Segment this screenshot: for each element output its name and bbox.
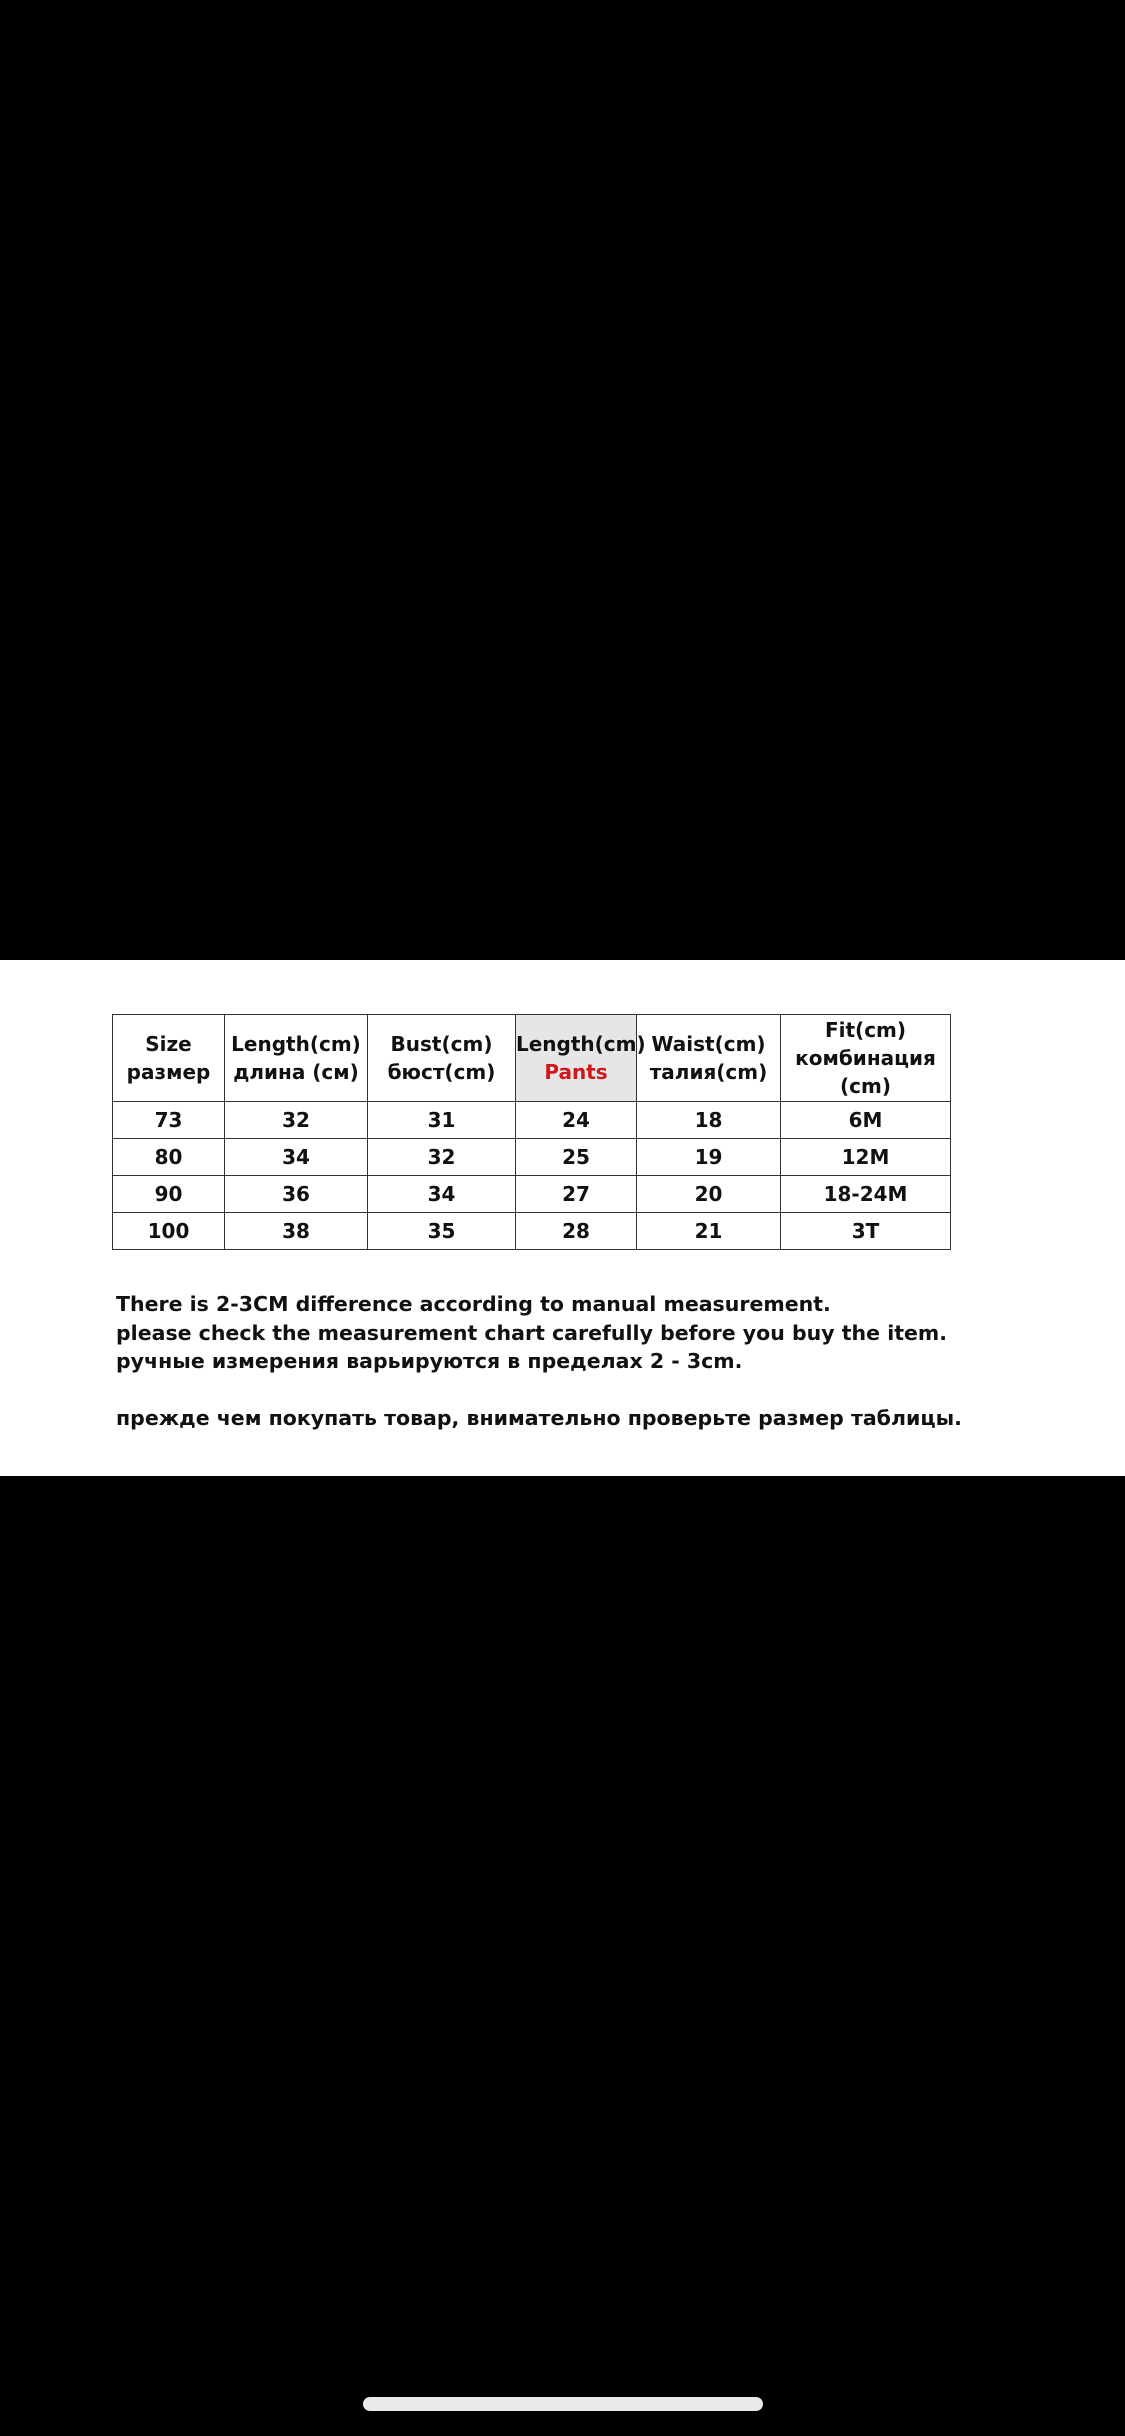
header-line: Waist(cm) — [651, 1032, 766, 1056]
table-row — [113, 1213, 951, 1250]
table-cell: 6M — [781, 1102, 951, 1139]
table-cell: 20 — [637, 1176, 781, 1213]
table-cell: 100 — [113, 1213, 225, 1250]
header-line: бюст(cm) — [387, 1060, 496, 1084]
table-cell: 73 — [113, 1102, 225, 1139]
table-cell: 18-24M — [781, 1176, 951, 1213]
header-fit — [781, 1015, 951, 1102]
header-length — [225, 1015, 368, 1102]
table-row — [113, 1139, 951, 1176]
header-line: Length(cm) — [516, 1032, 646, 1056]
table-cell: 90 — [113, 1176, 225, 1213]
table-cell: 27 — [516, 1176, 637, 1213]
note-line: There is 2-3CM difference according to manual measurement. — [116, 1292, 831, 1316]
header-line: Size — [145, 1032, 192, 1056]
header-line: комбинация — [795, 1046, 936, 1070]
header-line: Length(cm) — [231, 1032, 361, 1056]
table-cell: 36 — [225, 1176, 368, 1213]
table-cell: 34 — [225, 1139, 368, 1176]
table-cell: 34 — [368, 1176, 516, 1213]
size-chart-table — [112, 1014, 951, 1250]
table-cell: 80 — [113, 1139, 225, 1176]
note-spacer — [116, 1376, 1016, 1404]
table-cell: 31 — [368, 1102, 516, 1139]
table-cell: 38 — [225, 1213, 368, 1250]
header-line: длина (см) — [233, 1060, 359, 1084]
table-cell: 3T — [781, 1213, 951, 1250]
table-cell: 32 — [368, 1139, 516, 1176]
table-row — [113, 1102, 951, 1139]
header-pants-length — [516, 1015, 646, 1102]
header-size — [113, 1015, 225, 1102]
header-waist — [637, 1015, 781, 1102]
note-line: прежде чем покупать товар, внимательно проверьте размер таблицы. — [116, 1405, 962, 1430]
table-cell: 35 — [368, 1213, 516, 1250]
table-header-row — [113, 1015, 951, 1102]
header-line: талия(cm) — [649, 1060, 768, 1084]
table-cell: 28 — [516, 1213, 637, 1250]
header-line: Fit(cm) — [824, 1018, 907, 1042]
header-line-pants: Pants — [544, 1060, 608, 1084]
header-line: Bust(cm) — [390, 1032, 493, 1056]
table-cell: 18 — [637, 1102, 781, 1139]
header-line: (cm) — [840, 1074, 891, 1098]
size-chart-image — [0, 960, 1125, 1476]
measurement-notes — [116, 1290, 1016, 1432]
table-cell: 25 — [516, 1139, 637, 1176]
note-line: ручные измерения варьируются в пределах 2 - 3cm. — [116, 1349, 743, 1373]
table-row — [113, 1176, 951, 1213]
table-cell: 19 — [637, 1139, 781, 1176]
table-cell: 21 — [637, 1213, 781, 1250]
table-cell: 24 — [516, 1102, 637, 1139]
home-indicator[interactable] — [363, 2397, 763, 2411]
note-line: please check the measurement chart carefully before you buy the item. — [116, 1320, 948, 1345]
table-cell: 32 — [225, 1102, 368, 1139]
header-line: размер — [126, 1060, 211, 1084]
header-bust — [368, 1015, 516, 1102]
table-cell: 12M — [781, 1139, 951, 1176]
